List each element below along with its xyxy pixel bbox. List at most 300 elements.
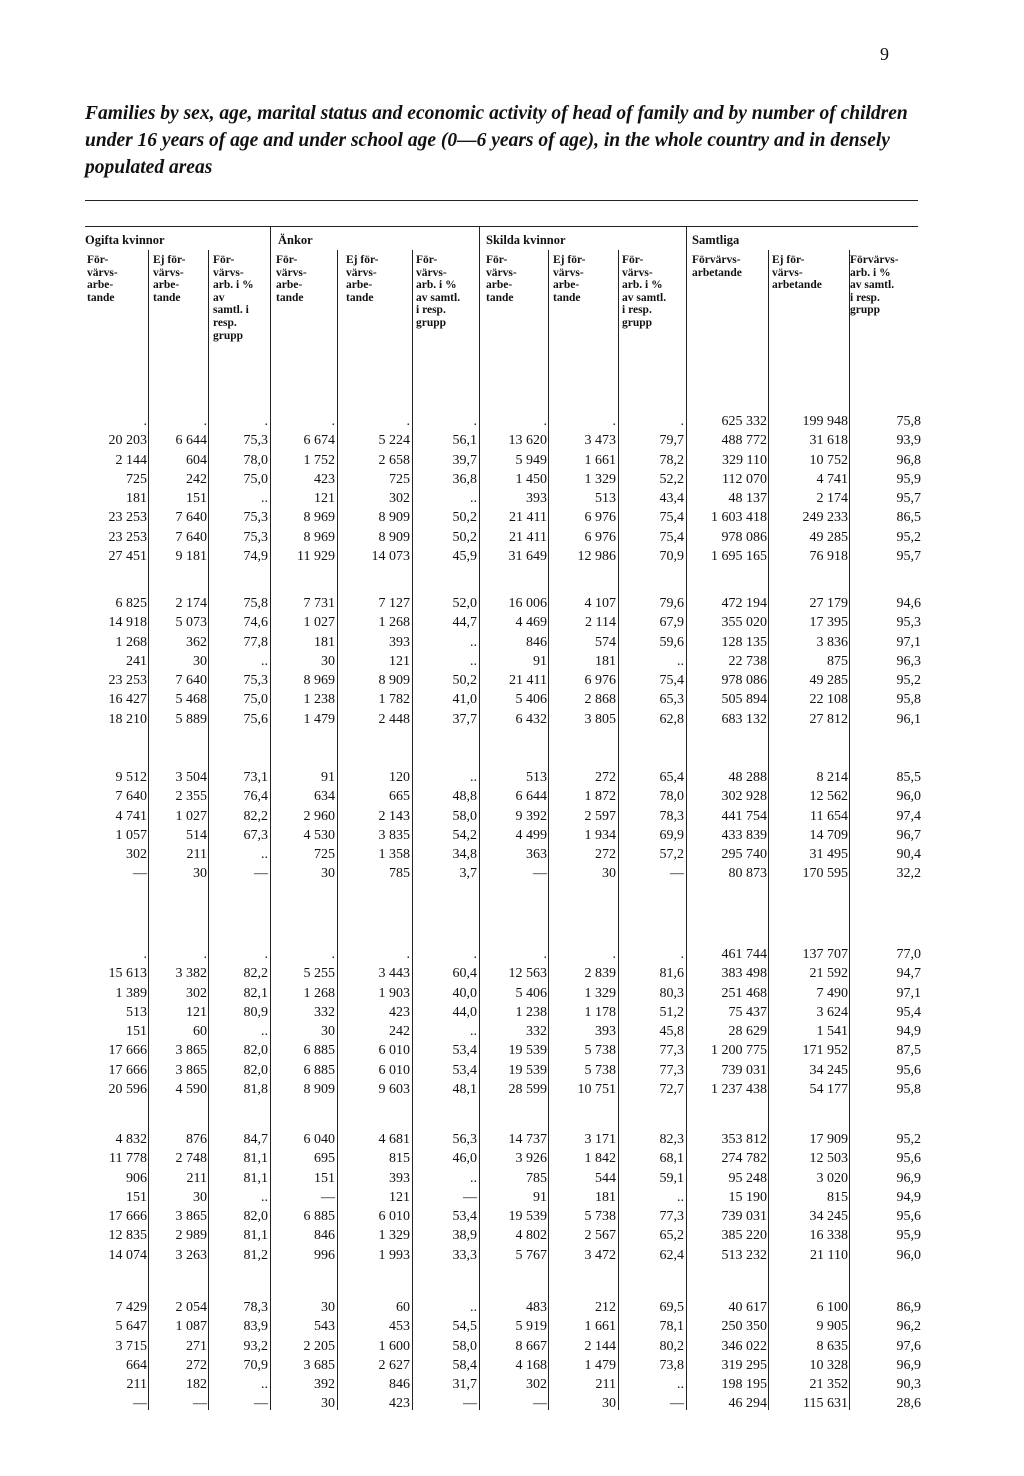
table-cell: 4 741: [115, 808, 147, 824]
table-cell: —: [463, 1396, 477, 1412]
table-cell: 84,7: [243, 1132, 268, 1147]
table-row: [0, 1226, 1024, 1245]
table-cell: .: [473, 947, 477, 962]
table-cell: .: [612, 947, 616, 962]
table-cell: 5 738: [584, 1209, 616, 1225]
table-cell: 6 010: [378, 1043, 410, 1059]
table-cell: ..: [261, 653, 268, 669]
table-cell: 81,1: [243, 1170, 268, 1186]
table-cell: 112 070: [722, 471, 767, 487]
table-cell: 9 905: [816, 1319, 848, 1335]
table-cell: 96,9: [896, 1170, 921, 1186]
table-cell: 50,2: [452, 673, 477, 689]
table-cell: 151: [126, 1189, 147, 1205]
table-cell: ..: [677, 1377, 684, 1393]
table-cell: 1 027: [175, 808, 207, 824]
table-cell: 513: [595, 491, 616, 507]
table-cell: 60,4: [452, 966, 477, 982]
table-cell: 96,3: [896, 653, 921, 669]
table-cell: 54,5: [452, 1319, 477, 1335]
table-cell: —: [463, 1189, 477, 1205]
table-row: [0, 1298, 1024, 1317]
table-row: [0, 633, 1024, 652]
table-cell: —: [533, 866, 547, 882]
table-cell: 95,9: [896, 471, 921, 487]
table-cell: 3,7: [459, 866, 477, 882]
table-cell: 1 268: [303, 985, 335, 1001]
table-cell: 383 498: [721, 966, 767, 982]
table-cell: 5 738: [584, 1062, 616, 1078]
table-cell: 423: [389, 1004, 410, 1020]
table-cell: 76,4: [243, 789, 268, 805]
table-cell: 56,1: [452, 433, 477, 449]
table-cell: .: [331, 947, 335, 962]
table-cell: 48,8: [452, 789, 477, 805]
table-cell: 4 681: [378, 1132, 410, 1147]
table-cell: 78,0: [243, 452, 268, 468]
table-cell: 363: [526, 847, 547, 863]
table-cell: 181: [126, 491, 147, 507]
table-cell: 6 100: [816, 1300, 848, 1315]
header-group-unmarried: Ogifta kvinnor: [85, 233, 165, 247]
table-cell: 82,3: [659, 1132, 684, 1147]
table-cell: 21 110: [810, 1247, 848, 1263]
column-header: Ej för- värvs- arbe- tande: [153, 254, 186, 304]
table-cell: 23 253: [108, 529, 147, 545]
table-cell: 67,9: [659, 615, 684, 631]
column-header: För- värvs- arbe- tande: [486, 254, 517, 304]
table-cell: 8 667: [515, 1338, 547, 1354]
table-cell: 2 448: [378, 711, 410, 727]
table-cell: 1 238: [303, 692, 335, 708]
table-row: [0, 489, 1024, 508]
table-cell: 95,9: [896, 1228, 921, 1244]
table-cell: ..: [470, 1024, 477, 1040]
table-cell: 302: [526, 1377, 547, 1393]
table-cell: 2 989: [175, 1228, 207, 1244]
table-cell: 33,3: [452, 1247, 477, 1263]
table-cell: 28,6: [896, 1396, 921, 1412]
table-cell: 14 073: [371, 549, 410, 565]
table-cell: 8 635: [816, 1338, 848, 1354]
row-block: [0, 945, 1024, 1099]
table-cell: 329 110: [722, 452, 767, 468]
table-cell: ..: [470, 653, 477, 669]
table-cell: 574: [595, 634, 616, 650]
table-cell: 1 057: [115, 827, 147, 843]
table-cell: 385 220: [721, 1228, 767, 1244]
table-cell: 4 168: [515, 1357, 547, 1373]
table-cell: 80 873: [728, 866, 767, 882]
top-rule: [85, 200, 918, 201]
table-cell: 23 253: [108, 673, 147, 689]
table-cell: 271: [186, 1338, 207, 1354]
table-cell: 7 429: [115, 1300, 147, 1315]
table-cell: 16 338: [809, 1228, 848, 1244]
table-cell: ..: [470, 1300, 477, 1315]
table-cell: 96,9: [896, 1357, 921, 1373]
table-cell: 31,7: [452, 1377, 477, 1393]
table-cell: .: [612, 414, 616, 429]
table-cell: 295 740: [721, 847, 767, 863]
table-cell: 19 539: [508, 1209, 547, 1225]
table-cell: 423: [389, 1396, 410, 1412]
table-cell: 17 909: [809, 1132, 848, 1147]
table-cell: 785: [526, 1170, 547, 1186]
column-header: Förvärvs- arbetande: [692, 254, 742, 279]
column-header: Ej för- värvs- arbe- tande: [346, 254, 379, 304]
table-cell: 86,5: [896, 510, 921, 526]
table-cell: 28 599: [508, 1082, 547, 1098]
table-cell: 5 949: [515, 452, 547, 468]
table-row: [0, 412, 1024, 431]
table-cell: 53,4: [452, 1062, 477, 1078]
table-cell: 17 395: [809, 615, 848, 631]
row-block: [0, 412, 1024, 566]
table-cell: 1 661: [584, 1319, 616, 1335]
table-row: [0, 613, 1024, 632]
table-cell: 1 695 165: [711, 549, 767, 565]
table-cell: 488 772: [721, 433, 767, 449]
table-row: [0, 787, 1024, 806]
table-cell: 21 411: [509, 510, 547, 526]
table-cell: 392: [314, 1377, 335, 1393]
table-cell: 4 832: [115, 1132, 147, 1147]
table-cell: 96,0: [896, 789, 921, 805]
table-cell: 48 137: [728, 491, 767, 507]
table-cell: 57,2: [659, 847, 684, 863]
table-cell: 78,0: [659, 789, 684, 805]
table-row: [0, 964, 1024, 983]
table-cell: 272: [186, 1357, 207, 1373]
table-cell: 8 969: [303, 529, 335, 545]
table-row: [0, 1394, 1024, 1413]
table-cell: 77,3: [659, 1062, 684, 1078]
table-row: [0, 1130, 1024, 1149]
table-cell: 69,5: [659, 1300, 684, 1315]
table-cell: 505 894: [721, 692, 767, 708]
table-cell: 725: [314, 847, 335, 863]
column-header: För- värvs- arbe- tande: [276, 254, 307, 304]
table-cell: 80,9: [243, 1004, 268, 1020]
table-cell: 21 411: [509, 673, 547, 689]
table-cell: 513: [126, 1004, 147, 1020]
table-row: [0, 1149, 1024, 1168]
table-cell: 94,6: [896, 596, 921, 611]
table-cell: 151: [186, 491, 207, 507]
table-cell: 21 411: [509, 529, 547, 545]
table-cell: 73,1: [243, 770, 268, 785]
table-cell: 81,1: [243, 1151, 268, 1167]
table-cell: 78,3: [659, 808, 684, 824]
table-cell: 4 530: [303, 827, 335, 843]
column-header: Ej för- värvs- arbetande: [772, 254, 822, 292]
table-cell: 87,5: [896, 1043, 921, 1059]
table-cell: .: [680, 414, 684, 429]
table-row: [0, 690, 1024, 709]
table-cell: 95,8: [896, 692, 921, 708]
table-cell: 93,2: [243, 1338, 268, 1354]
table-cell: 1 358: [378, 847, 410, 863]
table-cell: 7 490: [816, 985, 848, 1001]
table-cell: 302: [186, 985, 207, 1001]
table-cell: 2 839: [584, 966, 616, 982]
table-cell: 3 171: [584, 1132, 616, 1147]
table-row: [0, 1207, 1024, 1226]
table-cell: 634: [314, 789, 335, 805]
table-row: [0, 528, 1024, 547]
table-cell: —: [254, 866, 268, 882]
table-cell: 34 245: [809, 1209, 848, 1225]
row-block: [0, 1130, 1024, 1265]
table-cell: 6 885: [303, 1209, 335, 1225]
table-cell: 70,9: [243, 1357, 268, 1373]
table-cell: 40,0: [452, 985, 477, 1001]
table-cell: 8 969: [303, 673, 335, 689]
table-cell: 241: [126, 653, 147, 669]
table-cell: 7 640: [175, 510, 207, 526]
table-cell: 79,7: [659, 433, 684, 449]
table-cell: 31 618: [809, 433, 848, 449]
table-cell: 82,0: [243, 1062, 268, 1078]
table-cell: 6 976: [584, 510, 616, 526]
table-cell: .: [543, 947, 547, 962]
table-cell: 3 926: [515, 1151, 547, 1167]
table-cell: 2 868: [584, 692, 616, 708]
table-cell: 211: [595, 1377, 616, 1393]
row-block: [0, 1298, 1024, 1414]
table-row: [0, 1061, 1024, 1080]
table-cell: 151: [314, 1170, 335, 1186]
table-cell: 5 224: [378, 433, 410, 449]
table-cell: ..: [261, 847, 268, 863]
table-cell: 2 355: [175, 789, 207, 805]
table-cell: 52,2: [659, 471, 684, 487]
table-cell: .: [143, 414, 147, 429]
table-cell: 120: [389, 770, 410, 785]
table-cell: 875: [827, 653, 848, 669]
table-cell: 302: [389, 491, 410, 507]
table-cell: 121: [389, 1189, 410, 1205]
table-cell: 121: [186, 1004, 207, 1020]
table-cell: 513: [526, 770, 547, 785]
table-cell: 91: [533, 653, 547, 669]
table-cell: 81,6: [659, 966, 684, 982]
table-cell: 393: [526, 491, 547, 507]
table-cell: 93,9: [896, 433, 921, 449]
table-cell: 5 468: [175, 692, 207, 708]
table-row: [0, 1003, 1024, 1022]
table-cell: 3 020: [816, 1170, 848, 1186]
table-cell: 75,4: [659, 529, 684, 545]
table-cell: 3 835: [378, 827, 410, 843]
table-cell: ..: [470, 1170, 477, 1186]
table-cell: 82,0: [243, 1209, 268, 1225]
table-cell: 3 473: [584, 433, 616, 449]
table-cell: 30: [193, 1189, 207, 1205]
table-cell: 96,0: [896, 1247, 921, 1263]
table-cell: 15 190: [728, 1189, 767, 1205]
table-cell: 249 233: [802, 510, 848, 526]
table-cell: 6 010: [378, 1209, 410, 1225]
table-cell: 59,6: [659, 634, 684, 650]
table-row: [0, 431, 1024, 450]
table-cell: 1 238: [515, 1004, 547, 1020]
table-cell: 21 592: [809, 966, 848, 982]
table-cell: 45,9: [452, 549, 477, 565]
table-cell: 97,6: [896, 1338, 921, 1354]
table-cell: 978 086: [721, 673, 767, 689]
table-cell: 4 107: [584, 596, 616, 611]
header-rule: [85, 226, 918, 227]
table-cell: 846: [526, 634, 547, 650]
table-cell: 95 248: [728, 1170, 767, 1186]
table-cell: 6 976: [584, 529, 616, 545]
table-cell: —: [670, 866, 684, 882]
table-cell: 472 194: [721, 596, 767, 611]
table-cell: 625 332: [721, 414, 767, 429]
table-cell: 4 590: [175, 1082, 207, 1098]
table-cell: 77,8: [243, 634, 268, 650]
table-cell: 65,3: [659, 692, 684, 708]
table-cell: 5 073: [175, 615, 207, 631]
table-cell: 4 499: [515, 827, 547, 843]
table-cell: 461 744: [721, 947, 767, 962]
table-cell: 5 406: [515, 985, 547, 1001]
table-cell: 95,7: [896, 491, 921, 507]
table-cell: 10 328: [809, 1357, 848, 1373]
table-cell: 3 865: [175, 1062, 207, 1078]
table-cell: .: [264, 414, 268, 429]
table-cell: 62,4: [659, 1247, 684, 1263]
table-row: [0, 508, 1024, 527]
table-cell: 695: [314, 1151, 335, 1167]
table-cell: ..: [677, 653, 684, 669]
table-row: [0, 1022, 1024, 1041]
table-cell: 81,8: [243, 1082, 268, 1098]
table-cell: ..: [261, 491, 268, 507]
table-cell: 1 268: [115, 634, 147, 650]
table-cell: 3 836: [816, 634, 848, 650]
table-cell: 121: [389, 653, 410, 669]
table-cell: 5 889: [175, 711, 207, 727]
table-cell: 8 909: [303, 1082, 335, 1098]
table-cell: 11 929: [297, 549, 335, 565]
table-cell: 9 603: [378, 1082, 410, 1098]
table-cell: 81,2: [243, 1247, 268, 1263]
table-cell: 19 539: [508, 1062, 547, 1078]
table-cell: 95,6: [896, 1151, 921, 1167]
table-cell: ..: [470, 634, 477, 650]
table-cell: 3 865: [175, 1209, 207, 1225]
table-cell: 74,6: [243, 615, 268, 631]
table-cell: 60: [396, 1300, 410, 1315]
table-cell: 1 842: [584, 1151, 616, 1167]
table-cell: 3 504: [175, 770, 207, 785]
table-cell: 483: [526, 1300, 547, 1315]
table-cell: 6 885: [303, 1062, 335, 1078]
table-cell: 332: [526, 1024, 547, 1040]
table-cell: 23 253: [108, 510, 147, 526]
table-cell: .: [264, 947, 268, 962]
table-cell: 94,9: [896, 1024, 921, 1040]
table-row: [0, 594, 1024, 613]
table-cell: 82,1: [243, 985, 268, 1001]
table-cell: 514: [186, 827, 207, 843]
header-group-divorced: Skilda kvinnor: [486, 233, 566, 247]
table-cell: 75,8: [243, 596, 268, 611]
table-cell: 272: [595, 770, 616, 785]
table-cell: 319 295: [721, 1357, 767, 1373]
table-cell: 11 654: [810, 808, 848, 824]
table-cell: 12 986: [577, 549, 616, 565]
table-cell: 362: [186, 634, 207, 650]
table-row: [0, 671, 1024, 690]
table-cell: 10 752: [809, 452, 848, 468]
table-cell: 2 144: [584, 1338, 616, 1354]
table-cell: 8 214: [816, 770, 848, 785]
table-cell: 2 174: [816, 491, 848, 507]
table-cell: 20 203: [108, 433, 147, 449]
table-cell: 65,4: [659, 770, 684, 785]
table-cell: 198 195: [721, 1377, 767, 1393]
table-row: [0, 1080, 1024, 1099]
table-cell: 58,0: [452, 1338, 477, 1354]
table-cell: 5 255: [303, 966, 335, 982]
table-cell: 6 040: [303, 1132, 335, 1147]
table-cell: 1 329: [584, 985, 616, 1001]
table-cell: 393: [389, 1170, 410, 1186]
table-cell: 44,0: [452, 1004, 477, 1020]
table-cell: 52,0: [452, 596, 477, 611]
table-cell: 56,3: [452, 1132, 477, 1147]
table-cell: 46 294: [728, 1396, 767, 1412]
table-cell: 513 232: [721, 1247, 767, 1263]
table-cell: 906: [126, 1170, 147, 1186]
table-cell: 49 285: [809, 673, 848, 689]
table-cell: 7 731: [303, 596, 335, 611]
table-cell: 75,0: [243, 471, 268, 487]
table-cell: 1 329: [584, 471, 616, 487]
table-row: [0, 470, 1024, 489]
table-cell: 6 825: [115, 596, 147, 611]
table-cell: 1 237 438: [711, 1082, 767, 1098]
table-cell: 65,2: [659, 1228, 684, 1244]
table-cell: 1 329: [378, 1228, 410, 1244]
table-row: [0, 984, 1024, 1003]
table-cell: 739 031: [721, 1209, 767, 1225]
table-row: [0, 845, 1024, 864]
table-cell: 2 597: [584, 808, 616, 824]
table-cell: 1 200 775: [711, 1043, 767, 1059]
table-row: [0, 1317, 1024, 1336]
table-cell: 1 600: [378, 1338, 410, 1354]
table-cell: 1 479: [584, 1357, 616, 1373]
table-cell: 95,6: [896, 1062, 921, 1078]
table-cell: 5 647: [115, 1319, 147, 1335]
table-cell: 13 620: [508, 433, 547, 449]
table-cell: 9 181: [175, 549, 207, 565]
table-cell: 441 754: [721, 808, 767, 824]
table-row: [0, 768, 1024, 787]
table-row: [0, 710, 1024, 729]
table-cell: 3 382: [175, 966, 207, 982]
table-cell: 7 640: [175, 529, 207, 545]
table-cell: 40 617: [728, 1300, 767, 1315]
page-number: 9: [880, 44, 889, 64]
table-cell: .: [203, 947, 207, 962]
table-cell: 5 919: [515, 1319, 547, 1335]
